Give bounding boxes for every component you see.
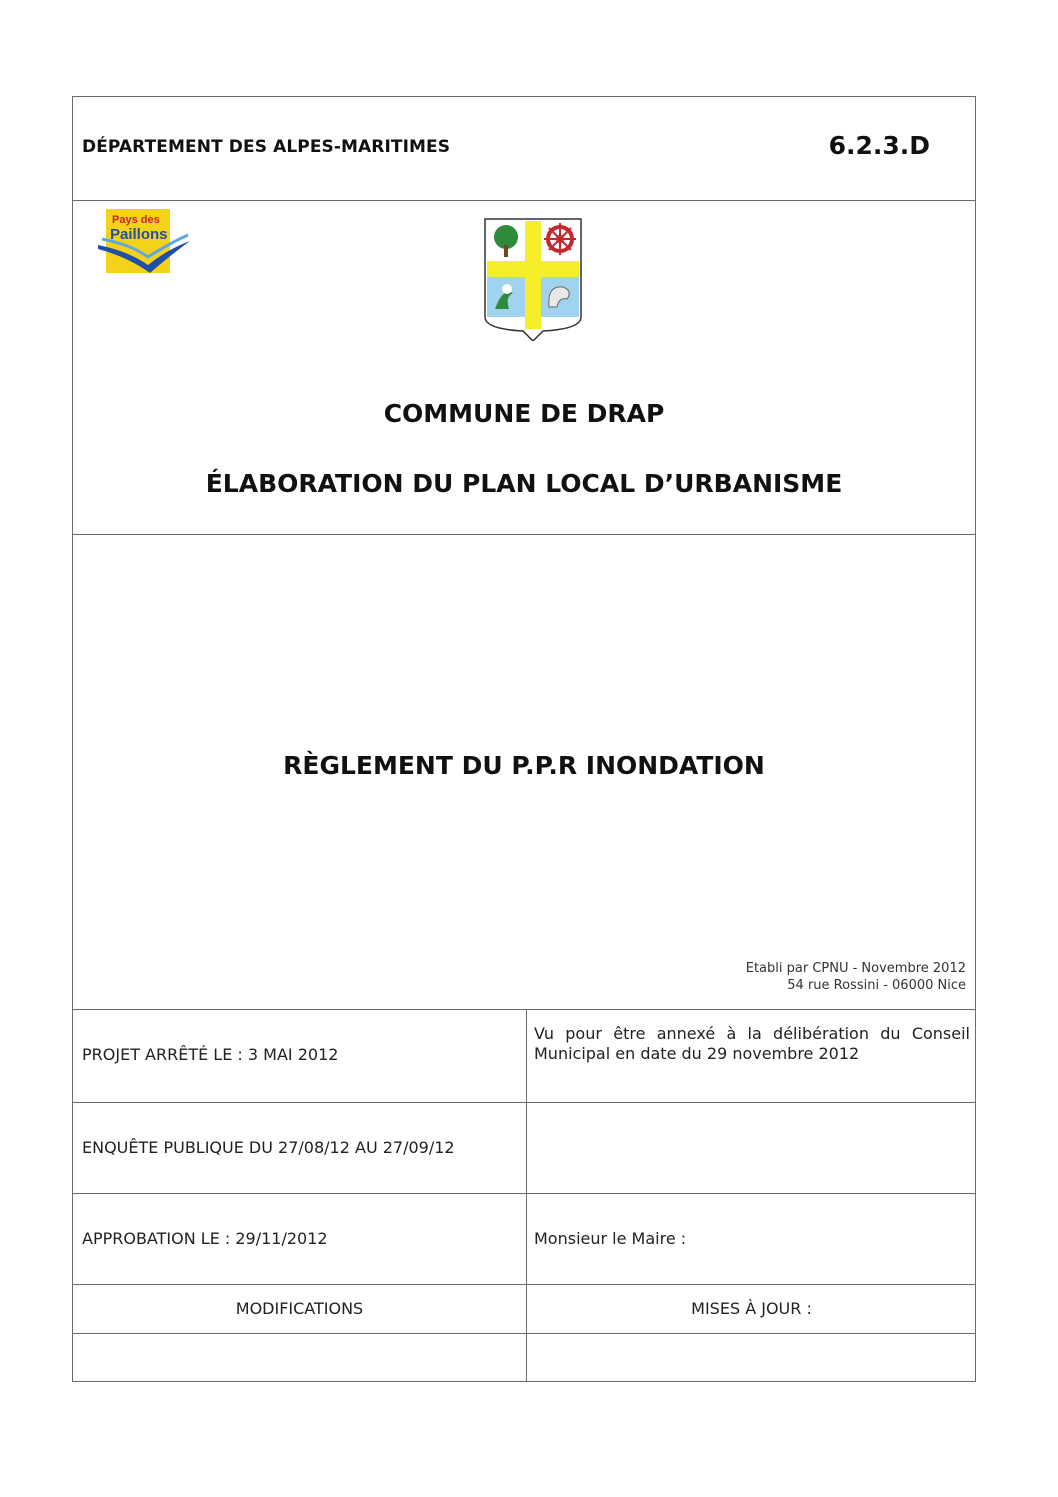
department-heading: DÉPARTEMENT DES ALPES-MARITIMES [82,137,451,157]
divider [73,1009,975,1010]
drap-coat-of-arms [483,217,583,341]
divider [73,200,975,201]
author-line-2: 54 rue Rossini - 06000 Nice [787,978,966,993]
pays-des-paillons-logo [98,209,190,273]
table-column-divider [526,1009,527,1382]
modifications-header: MODIFICATIONS [235,1299,364,1318]
divider [73,1193,975,1194]
enquete-publique-cell: ENQUÊTE PUBLIQUE DU 27/08/12 AU 27/09/12 [82,1138,455,1157]
commune-title: COMMUNE DE DRAP [383,399,665,428]
svg-text:Pays des: Pays des [112,214,160,226]
approbation-cell: APPROBATION LE : 29/11/2012 [82,1229,328,1248]
maire-signature-cell: Monsieur le Maire : [534,1229,687,1248]
document-frame [72,96,976,1382]
deliberation-cell: Vu pour être annexé à la délibération du Conseil Municipal en date du 29 novembre 2012 [534,1024,970,1063]
reglement-title: RÈGLEMENT DU P.P.R INONDATION [283,751,765,780]
projet-arrete-cell: PROJET ARRÊTÉ LE : 3 MAI 2012 [82,1045,339,1064]
plu-title: ÉLABORATION DU PLAN LOCAL D’URBANISME [205,469,843,498]
svg-text:Paillons: Paillons [110,226,168,243]
divider [73,1333,975,1334]
author-credit [746,960,966,994]
document-code: 6.2.3.D [828,131,930,160]
divider [73,534,975,535]
divider [73,1284,975,1285]
mises-a-jour-header: MISES À JOUR : [691,1299,812,1318]
divider [73,1102,975,1103]
author-line-1: Etabli par CPNU - Novembre 2012 [745,961,966,976]
